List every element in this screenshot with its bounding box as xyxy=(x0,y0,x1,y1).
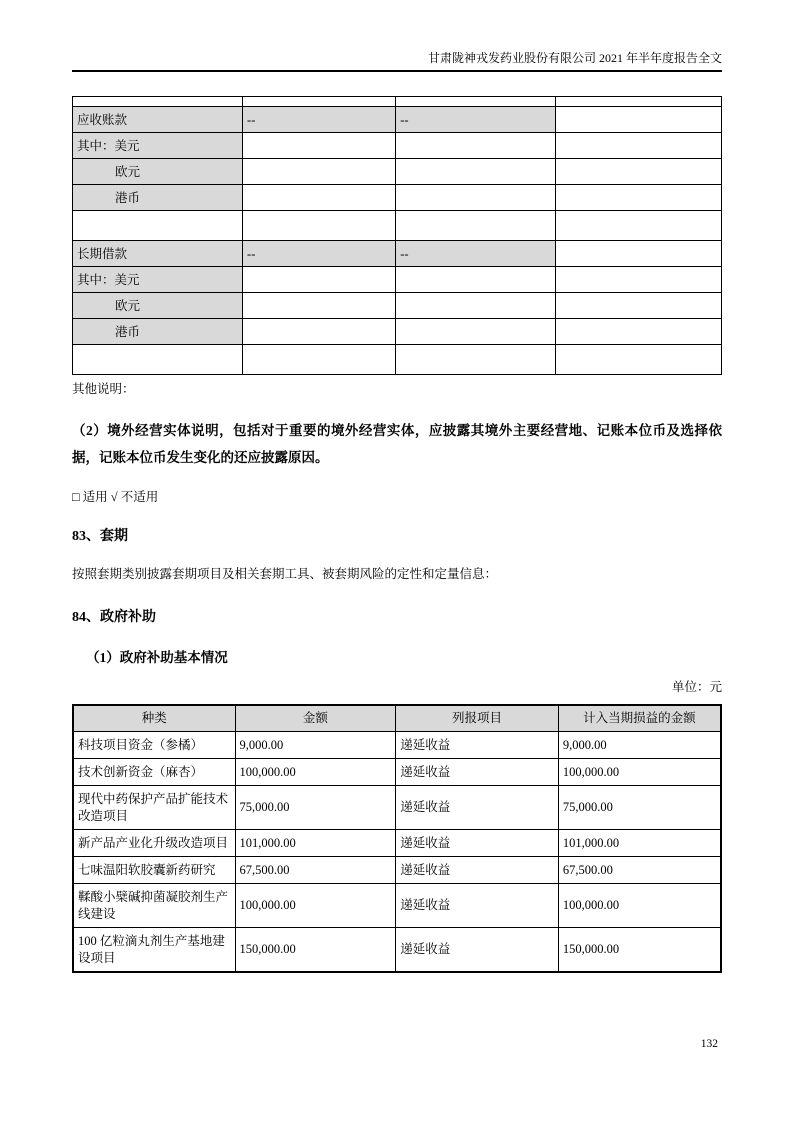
currency-cell xyxy=(555,345,721,375)
currency-table-row xyxy=(73,241,722,267)
subsidy-column-header: 种类 xyxy=(73,705,235,732)
currency-cell xyxy=(555,133,721,159)
currency-row-label: 欧元 xyxy=(73,159,243,185)
currency-cell xyxy=(396,319,556,345)
currency-row-label: 应收账款 xyxy=(73,107,243,133)
currency-cell xyxy=(555,293,721,319)
currency-row-label: 其中：美元 xyxy=(73,267,243,293)
currency-table-row xyxy=(73,133,722,159)
subsidy-current-amount-cell: 150,000.00 xyxy=(558,928,721,973)
currency-cell xyxy=(396,97,556,107)
currency-table-row xyxy=(73,319,722,345)
currency-row-label xyxy=(73,211,243,241)
subsidy-amount-cell: 100,000.00 xyxy=(235,759,396,786)
unit-label: 单位：元 xyxy=(671,680,722,694)
currency-row-label: 港币 xyxy=(73,319,243,345)
currency-row-label xyxy=(73,345,243,375)
subsidy-item-cell: 递延收益 xyxy=(396,884,559,928)
subsidy-kind-cell: 技术创新资金（麻杏） xyxy=(73,759,235,786)
subsidy-current-amount-cell: 75,000.00 xyxy=(558,786,721,830)
currency-cell: -- xyxy=(243,241,396,267)
currency-table-row xyxy=(73,293,722,319)
subsidy-current-amount-cell: 9,000.00 xyxy=(558,732,721,759)
page-number: 132 xyxy=(700,1038,718,1050)
currency-cell xyxy=(243,185,396,211)
section-2-overseas-entities-heading: （2）境外经营实体说明，包括对于重要的境外经营实体，应披露其境外主要经营地、记账本位币及选择依据，记账本位币发生变化的还应披露原因。 xyxy=(72,423,722,465)
currency-cell xyxy=(243,293,396,319)
currency-cell xyxy=(555,241,721,267)
currency-row-label: 港币 xyxy=(73,185,243,211)
currency-table-body xyxy=(73,97,722,375)
currency-cell xyxy=(243,97,396,107)
subsidy-amount-cell: 150,000.00 xyxy=(235,928,396,973)
currency-cell xyxy=(555,319,721,345)
subsidy-table-row xyxy=(73,759,721,786)
subsidy-table-row xyxy=(73,928,721,973)
subsidy-column-header: 金额 xyxy=(235,705,396,732)
currency-cell xyxy=(396,133,556,159)
subsidy-table-row xyxy=(73,884,721,928)
subsidy-amount-cell: 9,000.00 xyxy=(235,732,396,759)
currency-table-row xyxy=(73,211,722,241)
currency-cell xyxy=(243,159,396,185)
currency-table xyxy=(72,96,722,375)
currency-cell xyxy=(555,185,721,211)
section-84-government-grants-heading: 84、政府补助 xyxy=(72,610,156,625)
currency-cell xyxy=(555,267,721,293)
currency-cell xyxy=(555,211,721,241)
subsidy-item-cell: 递延收益 xyxy=(396,928,559,973)
subsidy-kind-cell: 100 亿粒滴丸剂生产基地建设项目 xyxy=(73,928,235,973)
currency-cell xyxy=(555,159,721,185)
currency-cell xyxy=(396,345,556,375)
subsidy-item-cell: 递延收益 xyxy=(396,857,559,884)
subsidy-current-amount-cell: 100,000.00 xyxy=(558,759,721,786)
subsidy-kind-cell: 现代中药保护产品扩能技术改造项目 xyxy=(73,786,235,830)
subsidy-item-cell: 递延收益 xyxy=(396,759,559,786)
subsidy-column-header: 列报项目 xyxy=(396,705,559,732)
currency-row-label xyxy=(73,97,243,107)
currency-cell: -- xyxy=(396,241,556,267)
currency-cell xyxy=(396,267,556,293)
subsidy-table-header-row xyxy=(73,705,721,732)
applicability-line: □ 适用 √ 不适用 xyxy=(72,490,159,504)
subsidy-amount-cell: 100,000.00 xyxy=(235,884,396,928)
currency-row-label: 欧元 xyxy=(73,293,243,319)
currency-table-row xyxy=(73,97,722,107)
subsidy-current-amount-cell: 100,000.00 xyxy=(558,884,721,928)
currency-cell xyxy=(243,211,396,241)
other-notes-label: 其他说明： xyxy=(72,382,135,396)
subsidy-kind-cell: 科技项目资金（参橘） xyxy=(73,732,235,759)
currency-table-row xyxy=(73,107,722,133)
section-84-1-basic-situation-heading: （1）政府补助基本情况 xyxy=(86,650,228,665)
currency-table-row xyxy=(73,159,722,185)
subsidy-table-row xyxy=(73,732,721,759)
subsidy-kind-cell: 鞣酸小檗碱抑菌凝胶剂生产线建设 xyxy=(73,884,235,928)
subsidy-kind-cell: 七味温阳软胶囊新药研究 xyxy=(73,857,235,884)
currency-cell xyxy=(243,319,396,345)
section-83-hedging-heading: 83、套期 xyxy=(72,529,128,544)
subsidy-item-cell: 递延收益 xyxy=(396,732,559,759)
document-header xyxy=(72,50,722,72)
currency-row-label: 其中：美元 xyxy=(73,133,243,159)
currency-cell xyxy=(243,267,396,293)
page-content xyxy=(72,0,722,973)
subsidy-amount-cell: 67,500.00 xyxy=(235,857,396,884)
currency-cell xyxy=(555,107,721,133)
currency-table-row xyxy=(73,267,722,293)
currency-cell xyxy=(396,293,556,319)
subsidy-table xyxy=(72,704,722,973)
subsidy-table-row xyxy=(73,857,721,884)
currency-cell xyxy=(396,185,556,211)
currency-table-row xyxy=(73,345,722,375)
currency-cell xyxy=(243,133,396,159)
subsidy-column-header: 计入当期损益的金额 xyxy=(558,705,721,732)
subsidy-kind-cell: 新产品产业化升级改造项目 xyxy=(73,830,235,857)
document-header-title: 甘肃陇神戎发药业股份有限公司 2021 年半年度报告全文 xyxy=(427,51,722,65)
subsidy-table-row xyxy=(73,786,721,830)
subsidy-current-amount-cell: 67,500.00 xyxy=(558,857,721,884)
subsidy-table-body xyxy=(73,732,721,973)
subsidy-item-cell: 递延收益 xyxy=(396,830,559,857)
subsidy-table-row xyxy=(73,830,721,857)
currency-cell: -- xyxy=(396,107,556,133)
currency-cell xyxy=(555,97,721,107)
subsidy-amount-cell: 75,000.00 xyxy=(235,786,396,830)
subsidy-item-cell: 递延收益 xyxy=(396,786,559,830)
subsidy-amount-cell: 101,000.00 xyxy=(235,830,396,857)
subsidy-current-amount-cell: 101,000.00 xyxy=(558,830,721,857)
currency-table-row xyxy=(73,185,722,211)
currency-cell xyxy=(396,211,556,241)
hedging-description: 按照套期类别披露套期项目及相关套期工具、被套期风险的定性和定量信息： xyxy=(72,567,498,581)
currency-cell: -- xyxy=(243,107,396,133)
currency-cell xyxy=(243,345,396,375)
currency-cell xyxy=(396,159,556,185)
currency-row-label: 长期借款 xyxy=(73,241,243,267)
